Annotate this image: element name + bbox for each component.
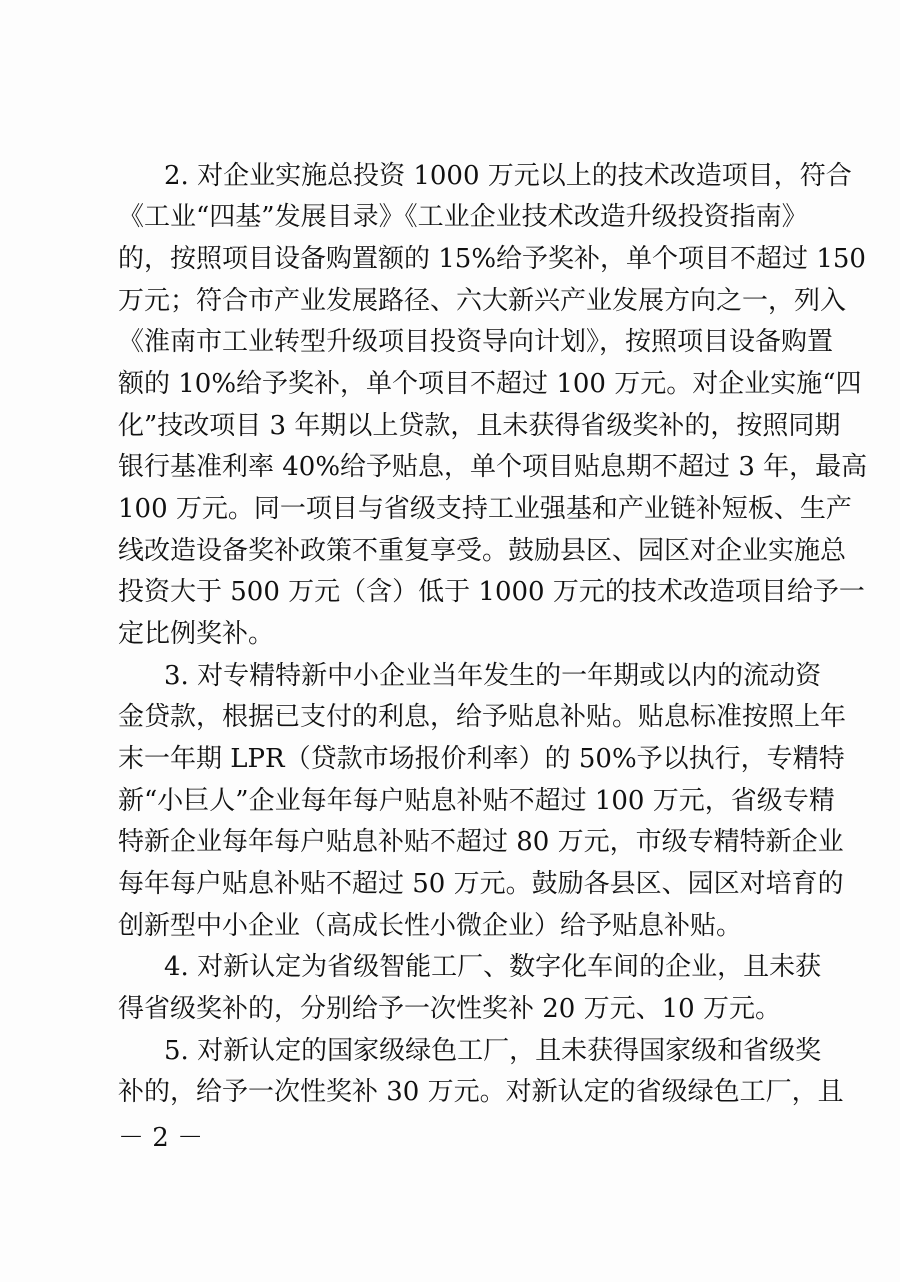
paragraph-5-line-2: 补的，给予一次性奖补 30 万元。对新认定的省级绿色工厂，且 [118, 1077, 844, 1107]
paragraph-3-line-5: 特新企业每年每户贴息补贴不超过 80 万元，市级专精特新企业 [118, 827, 844, 857]
paragraph-2-line-7: 化”技改项目 3 年期以上贷款，且未获得省级奖补的，按照同期 [118, 411, 841, 441]
paragraph-2-line-1: 2. 对企业实施总投资 1000 万元以上的技术改造项目，符合 [164, 161, 852, 191]
paragraph-4-line-2: 得省级奖补的，分别给予一次性奖补 20 万元、10 万元。 [118, 994, 781, 1024]
paragraph-2-line-6: 额的 10%给予奖补，单个项目不超过 100 万元。对企业实施“四 [118, 369, 862, 399]
paragraph-3-line-2: 金贷款，根据已支付的利息，给予贴息补贴。贴息标准按照上年 [118, 702, 847, 732]
paragraph-2-line-2: 《工业“四基”发展目录》《工业企业技术改造升级投资指南》 [118, 202, 808, 232]
paragraph-2-line-9: 100 万元。同一项目与省级支持工业强基和产业链补短板、生产 [118, 494, 852, 524]
paragraph-2-line-10: 线改造设备奖补政策不重复享受。鼓励县区、园区对企业实施总 [118, 536, 847, 566]
paragraph-2-line-12: 定比例奖补。 [118, 619, 275, 649]
paragraph-3-line-7: 创新型中小企业（高成长性小微企业）给予贴息补贴。 [118, 911, 743, 941]
paragraph-3-line-6: 每年每户贴息补贴不超过 50 万元。鼓励各县区、园区对培育的 [118, 869, 844, 899]
paragraph-3-line-4: 新“小巨人”企业每年每户贴息补贴不超过 100 万元，省级专精 [118, 786, 835, 816]
paragraph-4-line-1: 4. 对新认定为省级智能工厂、数字化车间的企业，且未获 [164, 952, 822, 982]
paragraph-2-line-3: 的，按照项目设备购置额的 15%给予奖补，单个项目不超过 150 [118, 244, 866, 274]
paragraph-2-line-11: 投资大于 500 万元（含）低于 1000 万元的技术改造项目给予一 [118, 577, 865, 607]
paragraph-3-line-1: 3. 对专精特新中小企业当年发生的一年期或以内的流动资 [164, 661, 822, 691]
paragraph-2-line-8: 银行基准利率 40%给予贴息，单个项目贴息期不超过 3 年，最高 [118, 452, 868, 482]
paragraph-2-line-5: 《淮南市工业转型升级项目投资导向计划》，按照项目设备购置 [118, 327, 834, 357]
paragraph-5-line-1: 5. 对新认定的国家级绿色工厂，且未获得国家级和省级奖 [164, 1036, 822, 1066]
page-number: － 2 － [118, 1123, 204, 1153]
paragraph-2-line-4: 万元；符合市产业发展路径、六大新兴产业发展方向之一，列入 [118, 286, 847, 316]
paragraph-3-line-3: 末一年期 LPR（贷款市场报价利率）的 50%予以执行，专精特 [118, 744, 845, 774]
